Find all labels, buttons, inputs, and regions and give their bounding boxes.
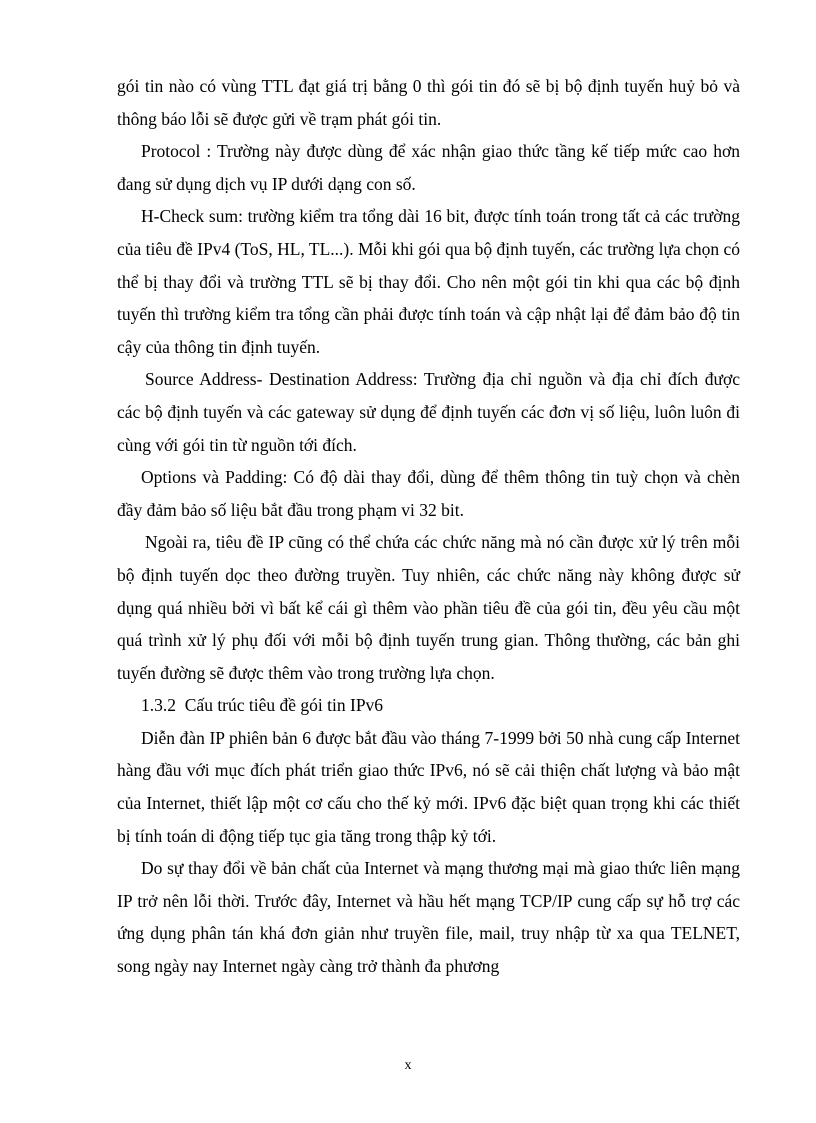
paragraph-ipv6-forum: Diễn đàn IP phiên bản 6 được bắt đầu vào tháng 7-1999 bởi 50 nhà cung cấp Internet hàng đầu với mục đích phát triển giao thức IPv6, nó sẽ cải thiện chất lượng và bảo mật của Internet, thiết lập một cơ cấu cho thế kỷ mới. IPv6 đặc biệt quan trọng khi các thiết bị tính toán di động tiếp tục gia tăng trong thập kỷ tới. [117,727,740,846]
section-heading-ipv6: 1.3.2 Cấu trúc tiêu đề gói tin IPv6 [141,695,384,716]
paragraph-additional-functions: Ngoài ra, tiêu đề IP cũng có thể chứa các chức năng mà nó cần được xử lý trên mỗi bộ định tuyến dọc theo đường truyền. Tuy nhiên, các chức năng này không được sử dụng quá nhiều bởi vì bất kể cái gì thêm vào phần tiêu đề của gói tin, đều yêu cầu một quá trình xử lý phụ đối với mỗi bộ định tuyến trung gian. Thông thường, các bản ghi tuyến đường sẽ được thêm vào trong trường lựa chọn. [117,532,740,683]
paragraph-addresses: Source Address- Destination Address: Trường địa chỉ nguồn và địa chỉ đích được các bộ định tuyến và các gateway sử dụng để định tuyến các đơn vị số liệu, luôn luôn đi cùng với gói tin từ nguồn tới đích. [117,369,740,455]
paragraph-ip-obsolete: Do sự thay đổi về bản chất của Internet và mạng thương mại mà giao thức liên mạng IP trở nên lỗi thời. Trước đây, Internet và hầu hết mạng TCP/IP cung cấp sự hỗ trợ các ứng dụng phân tán khá đơn giản như truyền file, mail, truy nhập từ xa qua TELNET, song ngày nay Internet ngày càng trở thành đa phương [117,858,740,977]
paragraph-header-checksum: H-Check sum: trường kiểm tra tổng dài 16 bit, được tính toán trong tất cả các trường của tiêu đề IPv4 (ToS, HL, TL...). Mỗi khi gói qua bộ định tuyến, các trường lựa chọn có thể bị thay đổi và trường TTL sẽ bị thay đổi. Cho nên một gói tin khi qua các bộ định tuyến thì trường kiểm tra tổng cần phải được tính toán và cập nhật lại để đảm bảo độ tin cậy của thông tin định tuyến. [117,206,741,357]
page-number: x [404,1058,412,1073]
paragraph-protocol: Protocol : Trường này được dùng để xác nhận giao thức tầng kế tiếp mức cao hơn đang sử dụng dịch vụ IP dưới dạng con số. [117,141,740,194]
paragraph-options-padding: Options và Padding: Có độ dài thay đổi, dùng để thêm thông tin tuỳ chọn và chèn đầy đảm bảo số liệu bắt đầu trong phạm vi 32 bit. [117,467,740,520]
paragraph-ttl-continuation: gói tin nào có vùng TTL đạt giá trị bằng 0 thì gói tin đó sẽ bị bộ định tuyến huỷ bỏ và thông báo lỗi sẽ được gửi về trạm phát gói tin. [117,76,740,129]
document-body [117,70,740,983]
